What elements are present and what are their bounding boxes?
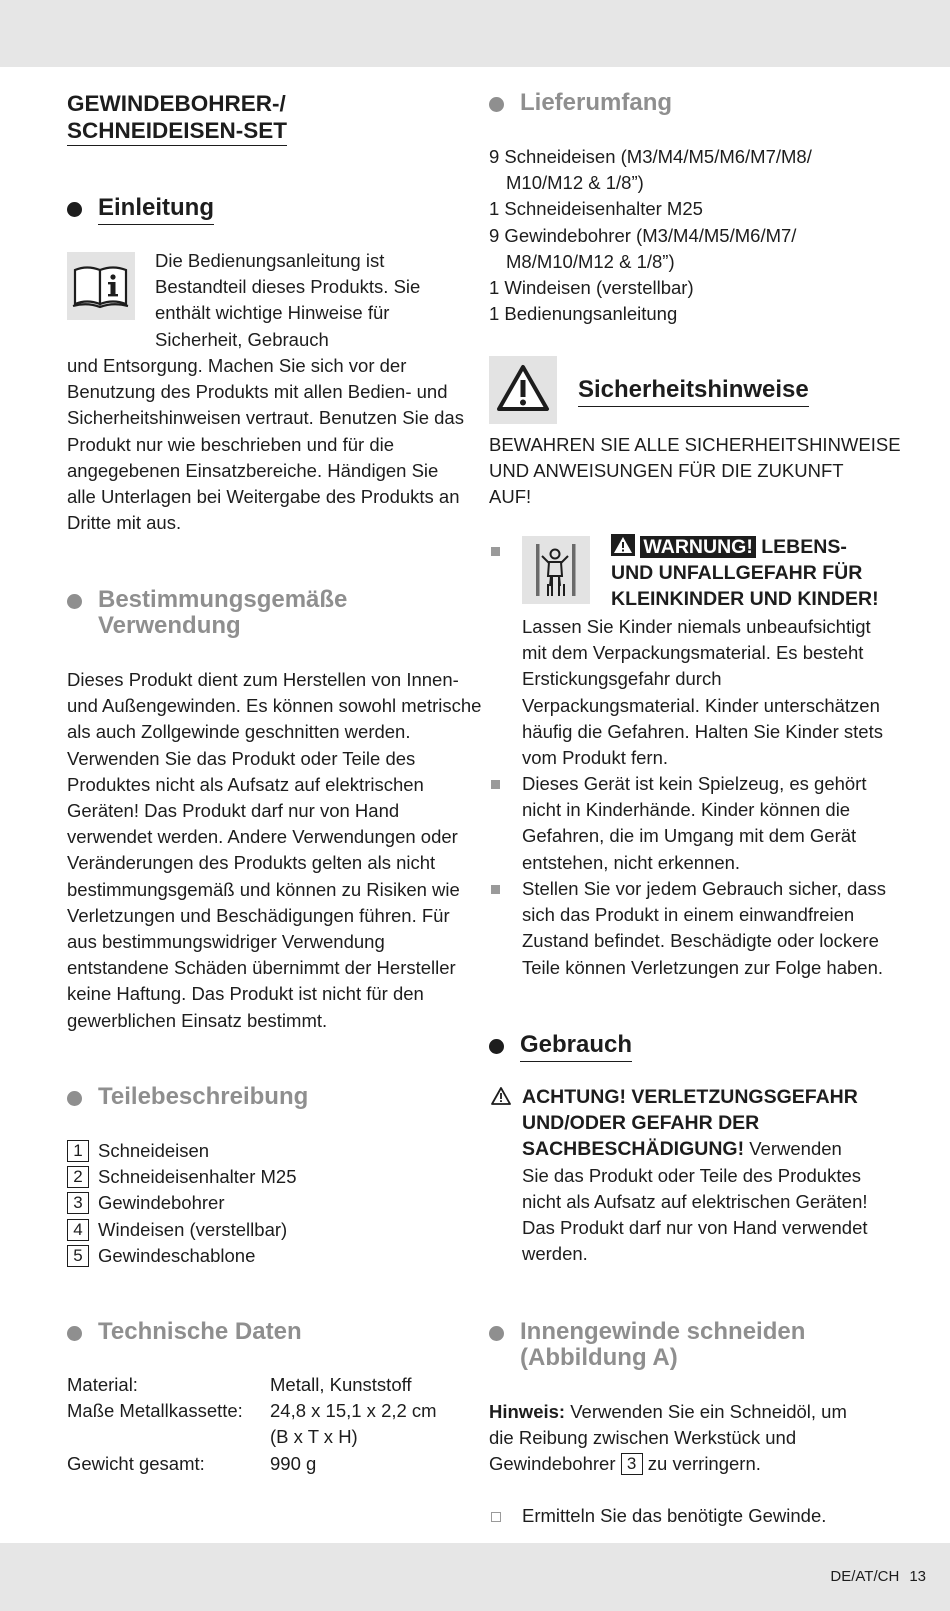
list-item: 4 Windeisen (verstellbar) xyxy=(67,1217,297,1243)
list-item: M10/M12 & 1/8”) xyxy=(506,172,644,194)
bullet-square-icon xyxy=(491,547,500,556)
tech-data-table xyxy=(67,1372,437,1477)
list-item: M8/M10/M12 & 1/8”) xyxy=(506,250,675,272)
einleitung-body: und Entsorgung. Machen Sie sich vor der Benutzung des Produkts mit allen Bedien- und Sicherheitshinweisen vertraut. Benutzen Sie das Produkt nur wie beschrieben und für die angegebenen Einsatzbereiche. Händigen Sie alle Unterlagen bei Weitergabe des Produkts an Dritte mit aus. xyxy=(67,355,464,534)
caution-triangle-icon xyxy=(490,1086,512,1106)
document-title: GEWINDEBOHRER-/ SCHNEIDEISEN-SET xyxy=(67,90,287,146)
list-item: 1 Schneideisen xyxy=(67,1138,297,1164)
bullet-dot-icon xyxy=(67,1326,82,1341)
bullet-dot-icon xyxy=(67,594,82,609)
list-item: 3 Gewindebohrer xyxy=(67,1190,297,1216)
page-number: 13 xyxy=(909,1568,926,1585)
bullet-dot-icon xyxy=(489,1326,504,1341)
hint-block: Hinweis: Verwenden Sie ein Schneidöl, um die Reibung zwischen Werkstück und Gewindebohrer 3 zu verringern. xyxy=(489,1401,847,1475)
list-item: 2 Schneideisenhalter M25 xyxy=(67,1164,297,1190)
bullet-dot-icon xyxy=(489,97,504,112)
top-bar xyxy=(0,0,950,67)
caution-block: ACHTUNG! VERLETZUNGSGEFAHR UND/ODER GEFAHR DER SACHBESCHÄDIGUNG! Verwenden Sie das Produkt oder Teile des Produktes nicht als Aufsatz auf elektrischen Geräten! Das Produkt darf nur von Hand verwendet werden. xyxy=(522,1086,868,1265)
table-row: Material: Metall, Kunststoff xyxy=(67,1374,412,1395)
bottom-bar xyxy=(0,1543,950,1611)
list-item: 9 Schneideisen (M3/M4/M5/M6/M7/M8/ xyxy=(489,146,812,167)
list-item: 1 Schneideisenhalter M25 xyxy=(489,198,703,220)
einleitung-intro: Die Bedienungsanleitung ist Bestandteil dieses Produkts. Sie enthält wichtige Hinweise für Sicherheit, Gebrauch xyxy=(155,250,421,350)
bullet-dot-icon xyxy=(489,1039,504,1054)
info-manual-icon xyxy=(67,252,135,320)
safety-caps-text: BEWAHREN SIE ALLE SICHERHEITSHINWEISE UND ANWEISUNGEN FÜR DIE ZUKUNFT AUF! xyxy=(489,434,901,508)
safety-bullet-2: Dieses Gerät ist kein Spielzeug, es gehört nicht in Kinderhände. Kinder können die Gefahren, die im Umgang mit dem Gerät entstehen, nicht erkennen. xyxy=(522,773,867,873)
step-checkbox-icon xyxy=(491,1512,501,1522)
parts-list xyxy=(67,1138,297,1269)
locale-label: DE/AT/CH xyxy=(830,1568,900,1585)
warning-triangle-icon xyxy=(489,356,557,424)
step-1: Ermitteln Sie das benötigte Gewinde. xyxy=(522,1505,827,1526)
page-footer xyxy=(820,1568,926,1585)
list-item: 9 Gewindebohrer (M3/M4/M5/M6/M7/ xyxy=(489,224,797,246)
warning-heading: WARNUNG! LEBENS- UND UNFALLGEFAHR FÜR KLEINKINDER UND KINDER! xyxy=(611,536,879,611)
bestimmung-body: Dieses Produkt dient zum Herstellen von Innen- und Außengewinden. Es können sowohl metrische als auch Zollgewinde geschnitten werden. Verwenden Sie das Produkt oder Teile des Produktes nicht als Aufsatz auf elektrischen Geräten! Das Produkt darf nur von Hand verwendet werden. Andere Verwendungen oder Veränderungen des Produkts gelten als nicht bestimmungsgemäß und können zu Risiken wie Verletzungen und Beschädigungen führen. Für aus bestimmungswidriger Verwendung entstandene Schäden übernimmt der Hersteller keine Haftung. Das Produkt ist nicht für den gewerblichen Einsatz bestimmt. xyxy=(67,669,482,1031)
table-row: Maße Metallkassette: 24,8 x 15,1 x 2,2 cm (B x T x H) xyxy=(67,1400,437,1448)
warning-badge: WARNUNG! xyxy=(640,536,755,558)
list-item: 1 Windeisen (verstellbar) xyxy=(489,277,694,299)
bullet-dot-icon xyxy=(67,202,82,217)
child-hazard-icon xyxy=(522,536,590,604)
section-heading-sicherheit: Sicherheitshinweise xyxy=(578,376,809,403)
safety-bullet-1: Lassen Sie Kinder niemals unbeaufsichtigt mit dem Verpackungsmaterial. Es besteht Erstickungsgefahr durch Verpackungsmaterial. Kinder unterschätzen häufig die Gefahren. Halten Sie Kinder stets vom Produkt fern. xyxy=(522,616,883,769)
warning-triangle-icon xyxy=(611,534,635,556)
table-row: Gewicht gesamt: 990 g xyxy=(67,1452,317,1474)
safety-bullet-3: Stellen Sie vor jedem Gebrauch sicher, dass sich das Produkt in einem einwandfreien Zustand befindet. Beschädigte oder lockere Teile können Verletzungen zur Folge haben. xyxy=(522,878,887,978)
delivery-list xyxy=(489,144,812,327)
list-item: 1 Bedienungsanleitung xyxy=(489,303,678,325)
bullet-square-icon xyxy=(491,780,500,789)
bullet-square-icon xyxy=(491,885,500,894)
bullet-dot-icon xyxy=(67,1091,82,1106)
list-item: 5 Gewindeschablone xyxy=(67,1243,297,1269)
